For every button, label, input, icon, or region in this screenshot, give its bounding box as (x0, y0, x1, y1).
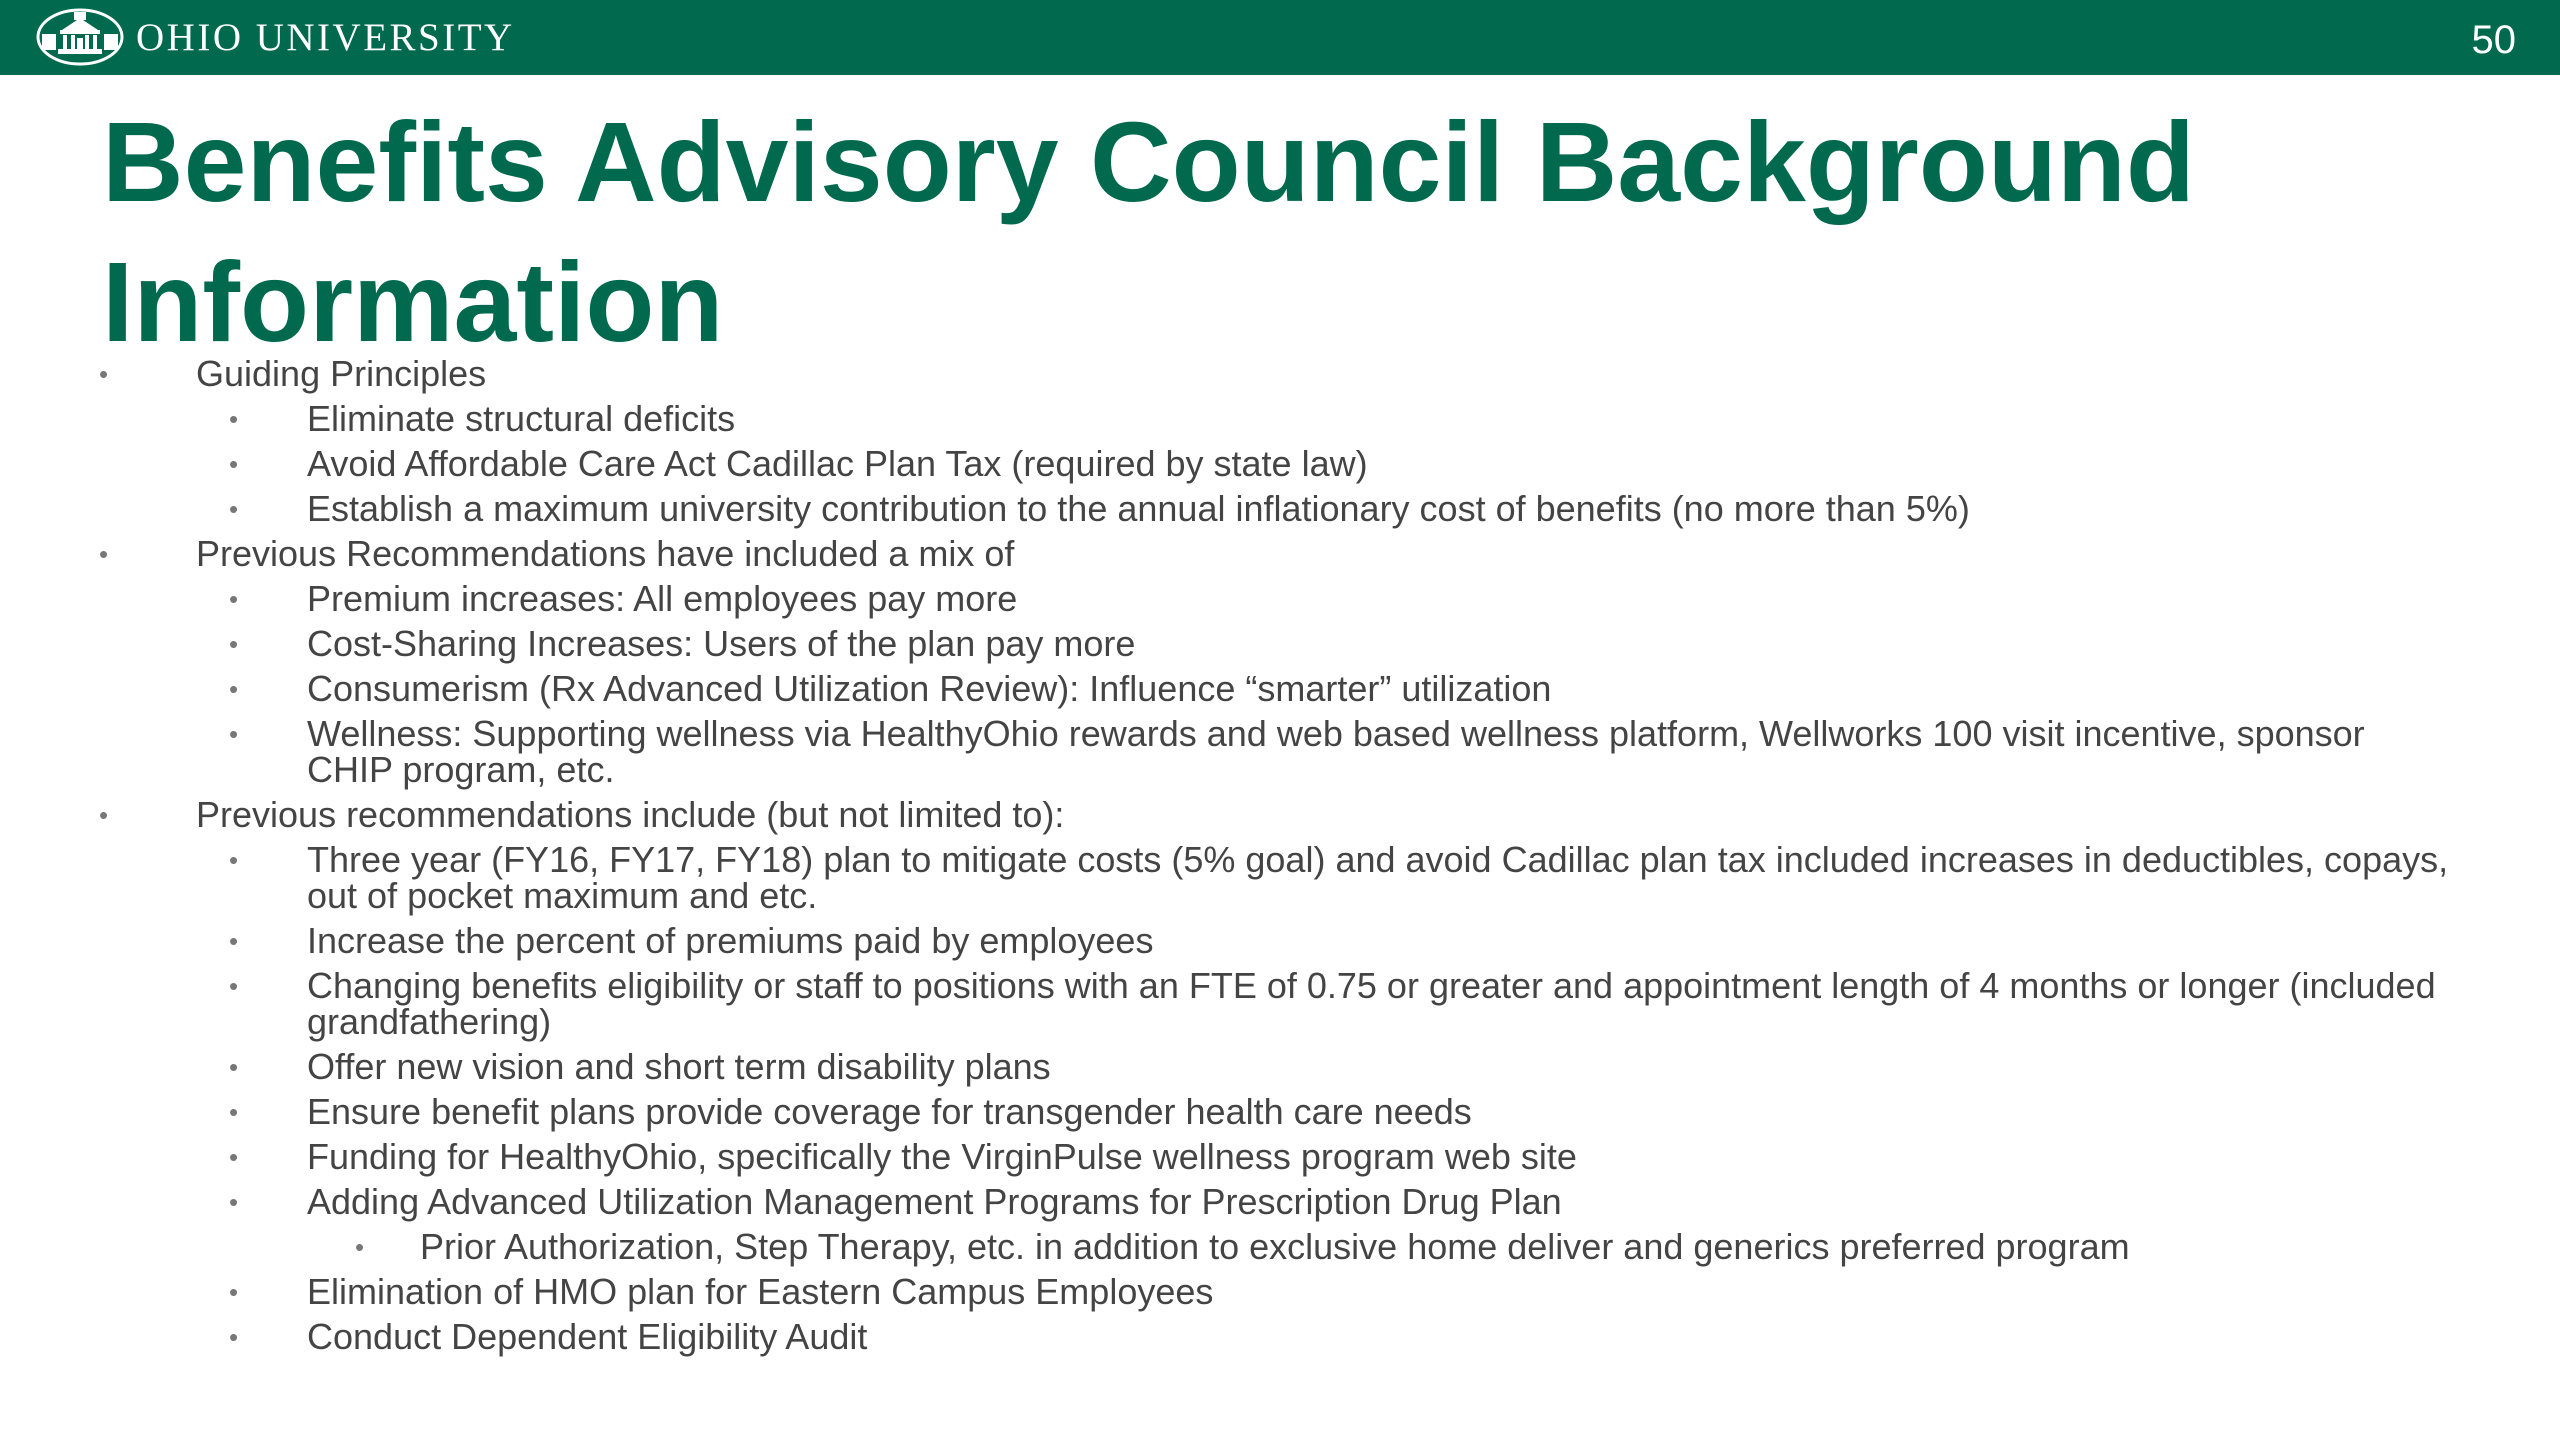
bullet-item-level-3 (0, 1226, 2560, 1267)
header-bar (0, 0, 2560, 75)
bullet-item-level-1 (0, 353, 2560, 394)
bullet-dot-icon: • (229, 719, 239, 749)
bullet-dot-icon: • (229, 1097, 239, 1127)
bullet-item-level-2 (0, 713, 2560, 790)
bullet-item-level-2 (0, 1136, 2560, 1177)
bullet-item-level-2 (0, 668, 2560, 709)
bullet-text: Avoid Affordable Care Act Cadillac Plan Tax (required by state law) (307, 443, 1368, 484)
bullet-dot-icon: • (229, 584, 239, 614)
bullet-dot-icon: • (229, 1187, 239, 1217)
bullet-dot-icon: • (229, 1142, 239, 1172)
bullet-item-level-1 (0, 794, 2560, 835)
bullet-text: Adding Advanced Utilization Management Programs for Prescription Drug Plan (307, 1181, 1562, 1222)
bullet-dot-icon: • (355, 1232, 365, 1262)
bullet-dot-icon: • (99, 800, 109, 830)
bullet-text: Cost-Sharing Increases: Users of the plan pay more (307, 623, 1136, 664)
bullet-text: Ensure benefit plans provide coverage for transgender health care needs (307, 1091, 1472, 1132)
bullet-item-level-1 (0, 533, 2560, 574)
bullet-item-level-2 (0, 1181, 2560, 1222)
bullet-dot-icon: • (229, 845, 239, 875)
bullet-text: Three year (FY16, FY17, FY18) plan to mitigate costs (5% goal) and avoid Cadillac plan tax included increases in deductibles, copays, out of pocket maximum and etc. (307, 839, 2449, 916)
bullet-dot-icon: • (229, 1052, 239, 1082)
bullet-dot-icon: • (229, 971, 239, 1001)
slide-title: Benefits Advisory Council Background Information (102, 99, 2195, 365)
bullet-item-level-2 (0, 578, 2560, 619)
bullet-text: Premium increases: All employees pay more (307, 578, 1018, 619)
bullet-item-level-2 (0, 1316, 2560, 1357)
bullet-item-level-2 (0, 1046, 2560, 1087)
bullet-item-level-2 (0, 488, 2560, 529)
bullet-text: Wellness: Supporting wellness via HealthyOhio rewards and web based wellness platform, Wellworks 100 visit incentive, sponsor CHIP program, etc. (307, 713, 2365, 790)
bullet-item-level-2 (0, 920, 2560, 961)
university-logo (36, 8, 515, 66)
bullet-text: Consumerism (Rx Advanced Utilization Review): Influence “smarter” utilization (307, 668, 1552, 709)
bullet-list (0, 353, 2560, 1357)
bullet-item-level-2 (0, 965, 2560, 1042)
bullet-dot-icon: • (229, 1322, 239, 1352)
bullet-text: Increase the percent of premiums paid by employees (307, 920, 1154, 961)
bullet-text: Previous recommendations include (but not limited to): (196, 794, 1065, 835)
bullet-item-level-2 (0, 443, 2560, 484)
bullet-dot-icon: • (229, 926, 239, 956)
bullet-dot-icon: • (229, 494, 239, 524)
bullet-text: Guiding Principles (196, 353, 487, 394)
bullet-dot-icon: • (229, 404, 239, 434)
bullet-item-level-2 (0, 839, 2560, 916)
bullet-text: Elimination of HMO plan for Eastern Campus Employees (307, 1271, 1214, 1312)
bullet-text: Prior Authorization, Step Therapy, etc. in addition to exclusive home deliver and generics preferred program (420, 1226, 2130, 1267)
bullet-text: Changing benefits eligibility or staff to positions with an FTE of 0.75 or greater and appointment length of 4 months or longer (included grandfathering) (307, 965, 2436, 1042)
bullet-item-level-2 (0, 1271, 2560, 1312)
bullet-dot-icon: • (99, 539, 109, 569)
bullet-item-level-2 (0, 623, 2560, 664)
bullet-dot-icon: • (99, 359, 109, 389)
bullet-dot-icon: • (229, 1277, 239, 1307)
bullet-dot-icon: • (229, 629, 239, 659)
university-seal-icon (36, 8, 124, 66)
bullet-text: Previous Recommendations have included a mix of (196, 533, 1015, 574)
bullet-item-level-2 (0, 398, 2560, 439)
bullet-text: Conduct Dependent Eligibility Audit (307, 1316, 868, 1357)
bullet-item-level-2 (0, 1091, 2560, 1132)
bullet-dot-icon: • (229, 674, 239, 704)
bullet-text: Eliminate structural deficits (307, 398, 736, 439)
bullet-text: Establish a maximum university contribution to the annual inflationary cost of benefits (no more than 5%) (307, 488, 1970, 529)
bullet-dot-icon: • (229, 449, 239, 479)
bullet-text: Funding for HealthyOhio, specifically the VirginPulse wellness program web site (307, 1136, 1577, 1177)
page-number: 50 (2471, 18, 2516, 62)
brand-name: OHIO UNIVERSITY (136, 15, 515, 59)
bullet-text: Offer new vision and short term disability plans (307, 1046, 1051, 1087)
